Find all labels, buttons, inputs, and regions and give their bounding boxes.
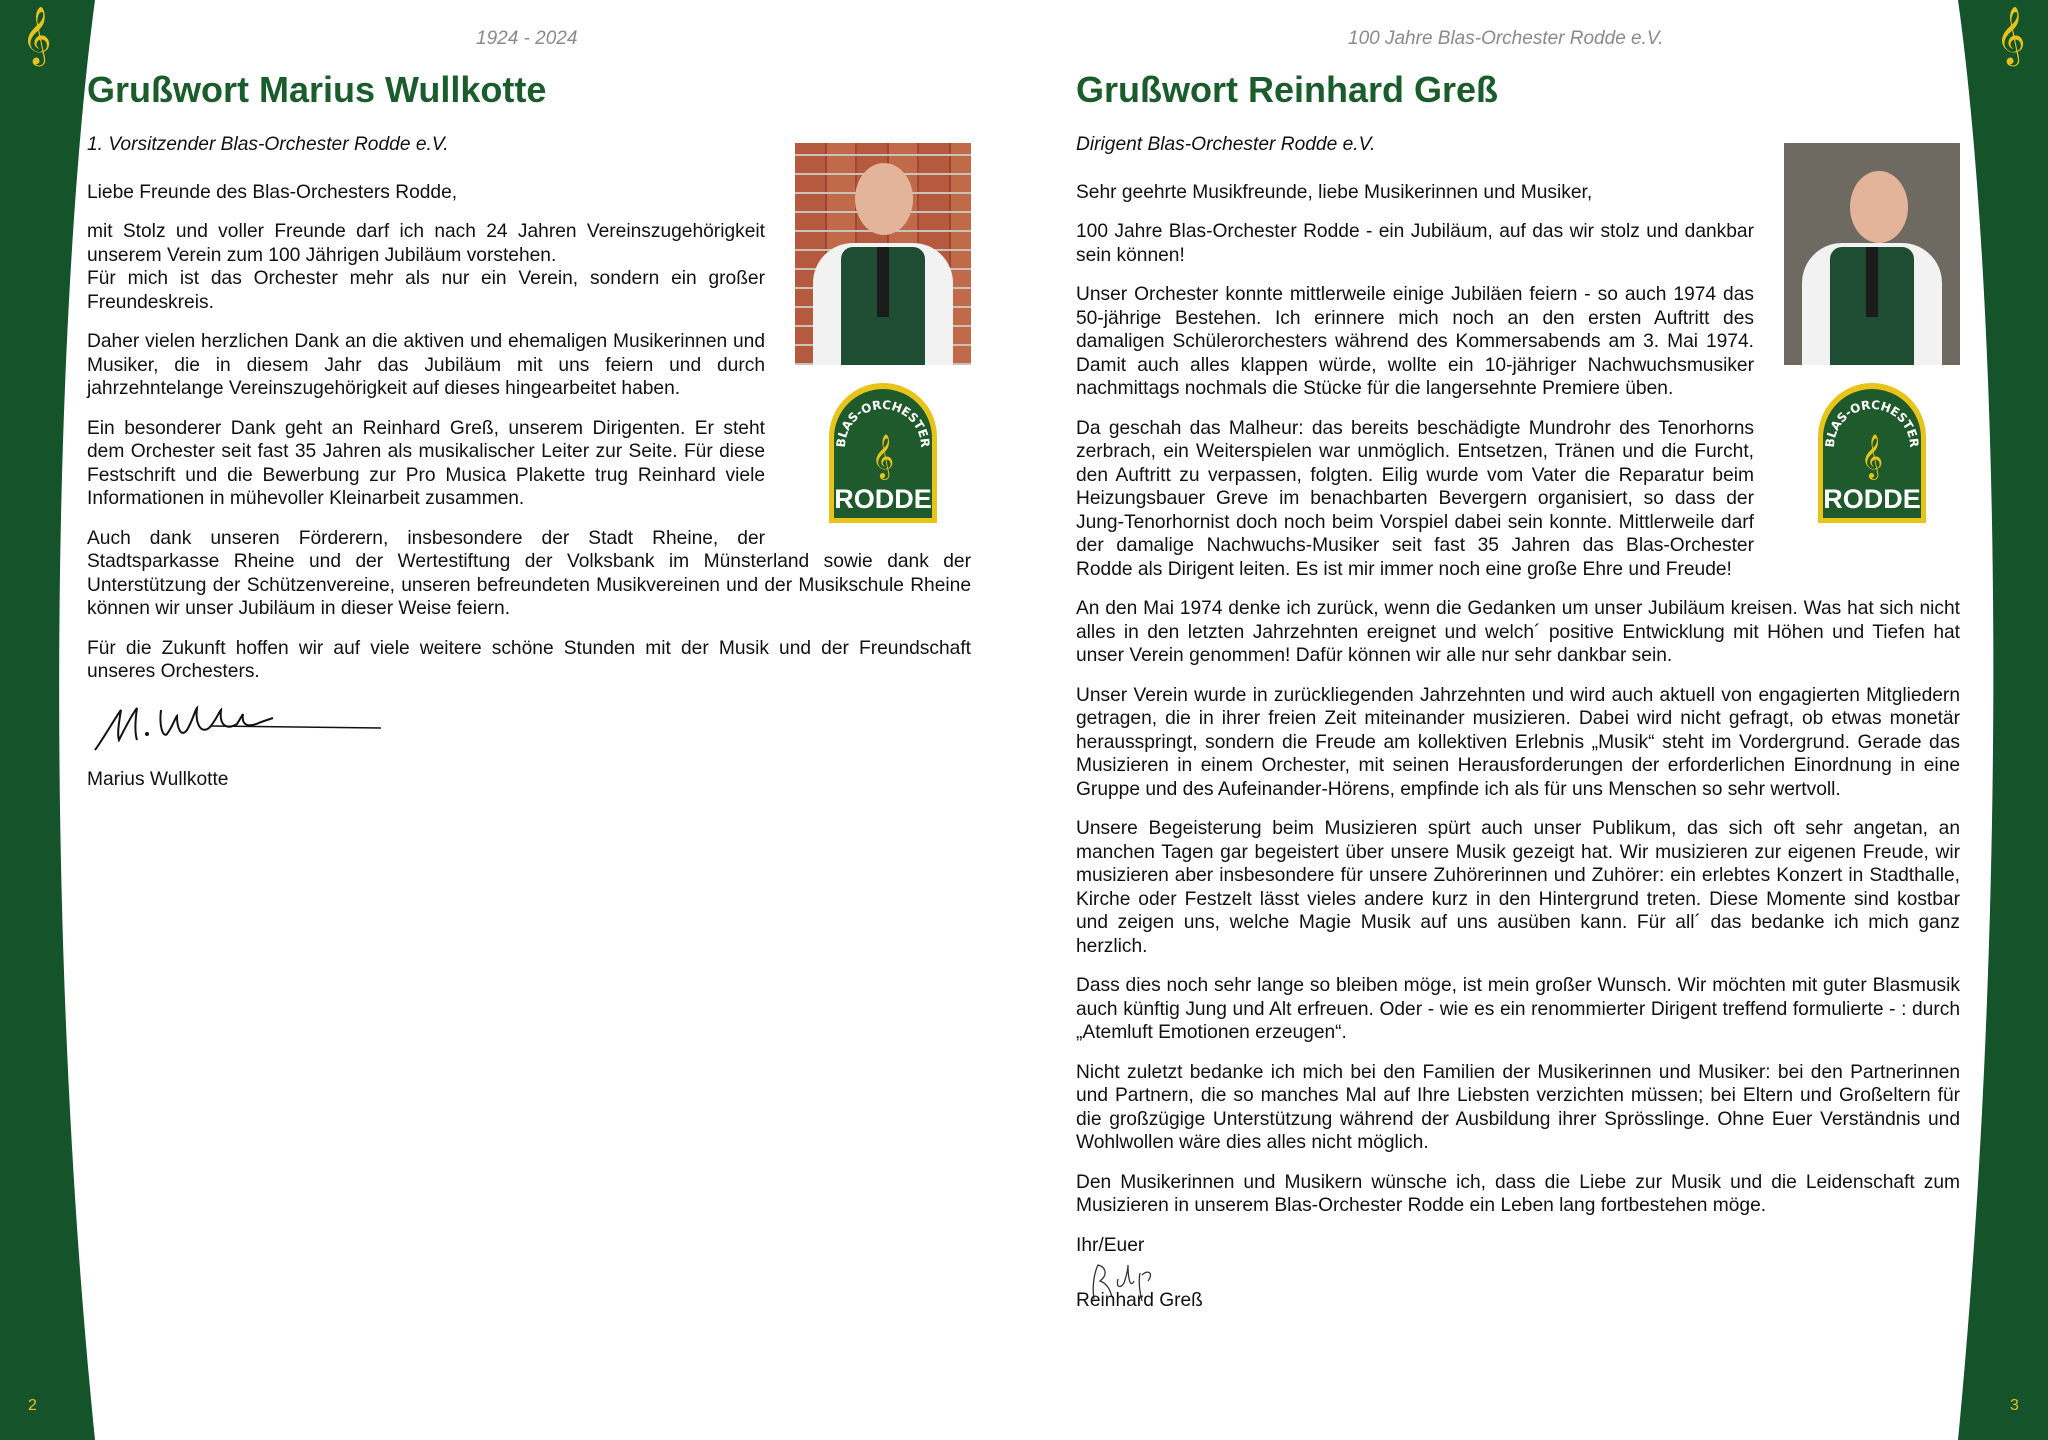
signature-name: Reinhard Greß — [1076, 1290, 1203, 1311]
logo-word: RODDE — [1823, 484, 1921, 514]
orchestra-logo — [823, 377, 943, 527]
page-number-right: 3 — [2010, 1397, 2019, 1414]
paragraph: mit Stolz und voller Freunde darf ich nach 24 Jahren Vereinszugehörigkeit unserem Verein zum 100 Jährigen Jubiläum vorstehen. Für mich ist das Orchester mehr als nur ein Verein, sondern ein großer Freundeskreis. — [87, 221, 765, 313]
right-page-content — [1076, 66, 1960, 1313]
paragraph: Ein besonderer Dank geht an Reinhard Greß, unserem Dirigenten. Er steht dem Orchester seit fast 35 Jahren als musikalischer Leiter zur Seite. Für diese Festschrift und die Bewerbung zur Pro Musica Plakette trug Reinhard viele Informationen in mühevoller Kleinarbeit zusammen. — [87, 417, 765, 509]
paragraph: Unsere Begeisterung beim Musizieren spürt auch unser Publikum, das sich oft sehr angetan, an manchen Tagen gar begeistert über unsere Musik gezeigt hat. Wir musizieren zur eigenen Freude, wir musizieren aber insbesondere für unsere Zuhörerinnen und Zuhörer: ein erlebtes Konzert in Stadthalle, Kirche oder Festzelt lässt vieles andere kurz in den Hintergrund treten. Diese Momente sind kostbar und zeigen uns, welche Magie Musik auf uns ausüben kann. Für all´ das bedanke ich mich ganz herzlich. — [1076, 818, 1960, 957]
paragraph: Sehr geehrte Musikfreunde, liebe Musikerinnen und Musiker, — [1076, 181, 1593, 203]
running-head-right: 100 Jahre Blas-Orchester Rodde e.V. — [1348, 28, 1664, 49]
signature-name: Marius Wullkotte — [87, 768, 229, 790]
paragraph: Auch dank unseren Förderern, insbesondere der Stadt Rheine, der Stadtsparkasse Rheine und der Wertestiftung der Volksbank im Münsterland sowie dank der Unterstützung der Schützenvereine, unseren befreundeten Musikvereinen und der Musikschule Rheine können wir unser Jubiläum in dieser Weise feiern. — [87, 527, 971, 619]
handwritten-signature — [91, 700, 391, 760]
paragraph: Dass dies noch sehr lange so bleiben möge, ist mein großer Wunsch. Wir möchten mit guter Blasmusik auch künftig Jung und Alt erfreuen. Oder - wie es ein renommierter Dirigent treffend formulierte - : durch „Atemluft Emotionen erzeugen“. — [1076, 975, 1960, 1043]
paragraph: Liebe Freunde des Blas-Orchesters Rodde, — [87, 181, 458, 203]
page-title: Grußwort Marius Wullkotte — [87, 69, 547, 110]
page-number-left: 2 — [28, 1397, 37, 1414]
subtitle: 1. Vorsitzender Blas-Orchester Rodde e.V. — [87, 134, 449, 155]
subtitle: Dirigent Blas-Orchester Rodde e.V. — [1076, 134, 1376, 155]
logo-word: RODDE — [834, 484, 932, 514]
left-page-content — [87, 66, 971, 791]
portrait-photo-wullkotte — [795, 143, 971, 365]
paragraph: Daher vielen herzlichen Dank an die aktiven und ehemaligen Musikerinnen und Musiker, die in diesem Jahr das Jubiläum mit uns feiern und durch jahrzehntelange Vereinszugehörigkeit auf dieses hingearbeitet haben. — [87, 331, 765, 399]
orchestra-logo — [1812, 377, 1932, 527]
running-head-left: 1924 - 2024 — [476, 28, 578, 49]
paragraph: Den Musikerinnen und Musikern wünsche ich, dass die Liebe zur Musik und die Leidenschaft zum Musizieren in unserem Blas-Orchester Rodde ein Leben lang fortbestehen möge. — [1076, 1171, 1960, 1216]
paragraph: Unser Verein wurde in zurückliegenden Jahrzehnten und wird auch aktuell von engagierten Mitgliedern getragen, die in ihrer freien Zeit miteinander musizieren. Dabei wird nicht gefragt, ob etwas monetär herausspringt, sondern die Freude am kollektiven Erlebnis „Musik“ steht im Vordergrund. Gerade das Musizieren in einem Orchester, mit seinen Herausforderungen der erforderlichen Einordnung in eine Gruppe und des Aufeinander-Hörens, empfinde ich als für uns Menschen so sehr wertvoll. — [1076, 684, 1960, 800]
treble-clef-icon: 𝄞 — [871, 434, 895, 478]
treble-clef-icon: 𝄞 — [1996, 6, 2026, 64]
page-title: Grußwort Reinhard Greß — [1076, 69, 1499, 110]
treble-clef-icon: 𝄞 — [22, 6, 52, 64]
portrait-block — [1784, 143, 1960, 534]
paragraph: Unser Orchester konnte mittlerweile einige Jubiläen feiern - so auch 1974 das 50-jährige Bestehen. Ich erinnere mich noch an den ersten Auftritt des damaligen Schülerorchesters während des Kommersabends am 3. Mai 1974. Damit auch alles klappen würde, wollte ein 10-jähriger Nachwuchsmusiker nachmittags nochmals die Stücke für die langersehnte Premiere üben. — [1076, 284, 1754, 399]
paragraph: An den Mai 1974 denke ich zurück, wenn die Gedanken um unser Jubiläum kreisen. Was hat sich nicht alles in den letzten Jahrzehnten ereignet und welch´ positive Entwicklung mit Höhen und Tiefen hat unser Verein genommen! Dafür können wir alle nur sehr dankbar sein. — [1076, 598, 1960, 666]
portrait-photo-gress — [1784, 143, 1960, 365]
paragraph: Da geschah das Malheur: das bereits beschädigte Mundrohr des Tenorhorns zerbrach, ein Weiterspielen war unmöglich. Entsetzen, Tränen und die Furcht, den Auftritt zu verpassen, folgten. Eilig wurde vom Vater die Reparatur beim Heizungsbauer Greve im benachbarten Bevergern organisiert, so dass der Jung-Tenorhornist doch noch beim Vorspiel dabei sein konnte. Mittlerweile darf der damalige Nachwuchs-Musiker seit fast 35 Jahren das Blas-Orchester Rodde als Dirigent leiten. Es ist mir immer noch eine große Ehre und Freude! — [1076, 417, 1754, 580]
paragraph: Für die Zukunft hoffen wir auf viele weitere schöne Stunden mit der Musik und der Freundschaft unseres Orchesters. — [87, 637, 971, 682]
paragraph: Nicht zuletzt bedanke ich mich bei den Familien der Musikerinnen und Musiker: bei den Partnerinnen und Partnern, die so manches Mal auf Ihre Liebsten verzichten müssen; bei Eltern und Großeltern für die großzügige Unterstützung während der Ausbildung ihrer Sprösslinge. Ohne Euer Verständnis und Wohlwollen wäre dies alles nicht möglich. — [1076, 1061, 1960, 1153]
closing: Ihr/Euer — [1076, 1234, 1145, 1256]
treble-clef-icon: 𝄞 — [1860, 434, 1884, 478]
logo-arc-text: BLAS-ORCHESTER — [1822, 397, 1922, 449]
logo-arc-text: BLAS-ORCHESTER — [833, 397, 933, 449]
portrait-block — [795, 143, 971, 534]
paragraph: 100 Jahre Blas-Orchester Rodde - ein Jubiläum, auf das wir stolz und dankbar sein können! — [1076, 221, 1754, 266]
